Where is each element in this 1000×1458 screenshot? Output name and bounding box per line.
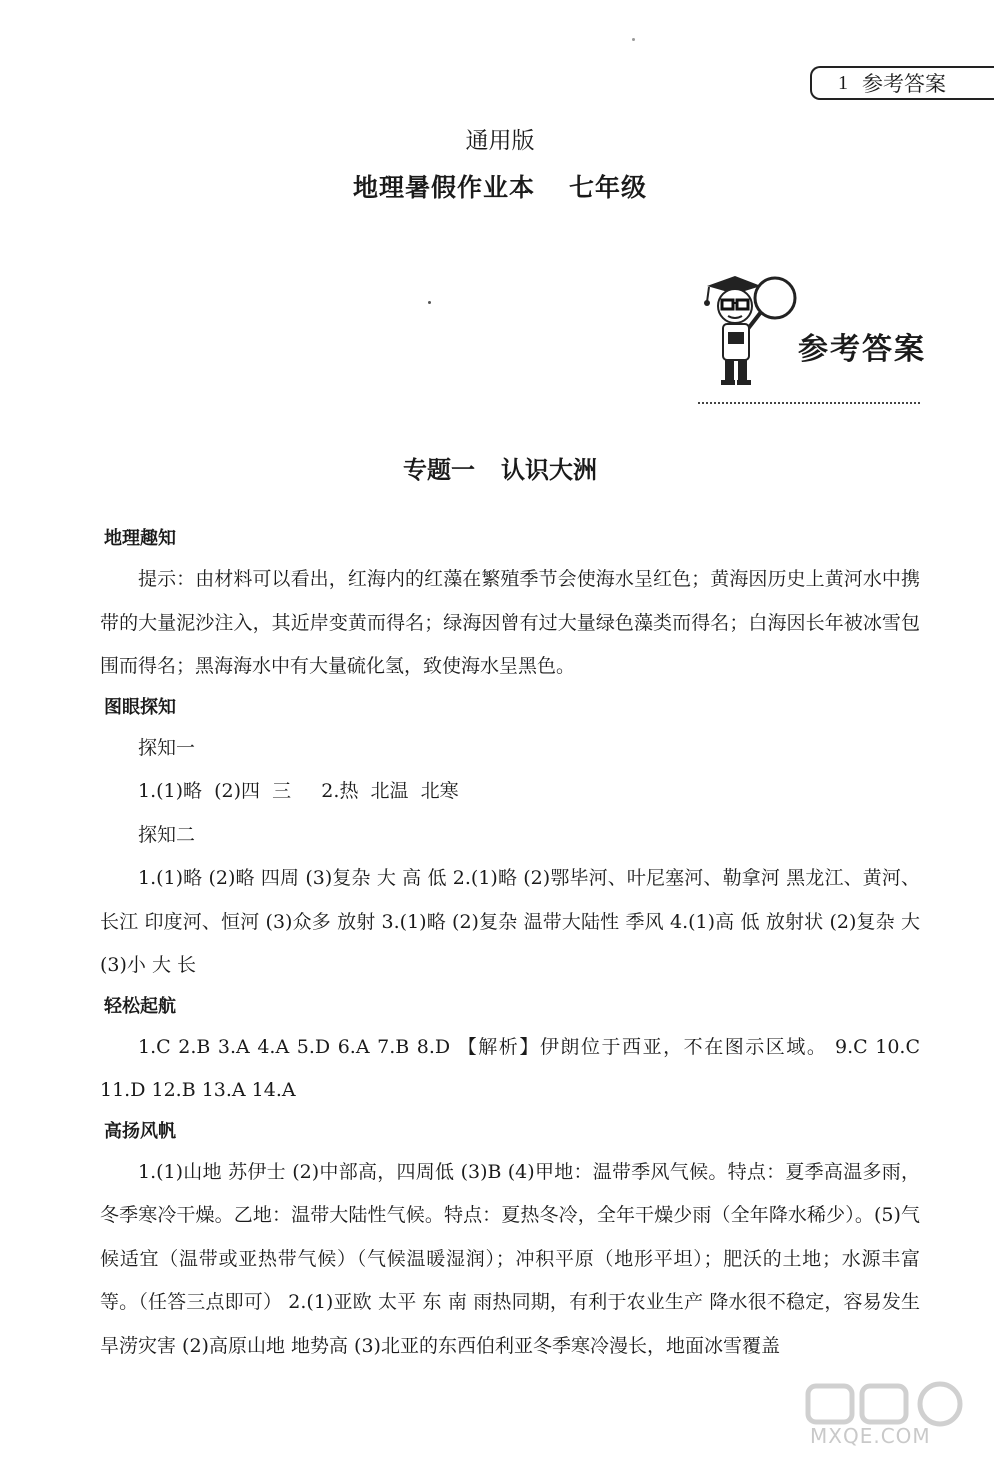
site-watermark [800,1378,990,1453]
section-text: 1.C 2.B 3.A 4.A 5.D 6.A 7.B 8.D 【解析】伊朗位于西亚，不在图示区域。 9.C 10.C 11.D 12.B 13.A 14.A [100,1035,920,1101]
chapter-number: 专题一 [403,456,475,484]
answer-content [100,520,920,1368]
page-header-label: 参考答案 [862,72,946,96]
edition-label: 通用版 [465,128,535,154]
subsection-label: 探知一 [138,736,196,759]
speck [632,38,635,41]
watermark-text: MXQE.COM [810,1424,931,1448]
answers-heading: 参考答案 [798,332,926,367]
section-text: 1.(1)山地 苏伊士 (2)中部高，四周低 (3)B (4)甲地：温带季风气候。特点：夏季高温多雨，冬季寒冷干燥。乙地：温带大陆性气候。特点：夏热冬冷，全年干燥少雨（全年降水稀少）。(5)气候适宜（温带或亚热带气候）（气候温暖湿润）；冲积平原（地形平坦）；肥沃的土地；水源丰富等。（任答三点即可） 2.(1)亚欧 太平 东 南 雨热同期，有利于农业生产 降水很不稳定，容易发生旱涝灾害 (2)高原山地 地势高 (3)北亚的东西伯利亚冬季寒冷漫长，地面冰雪覆盖 [100,1160,920,1357]
page-header-tab [810,66,994,100]
book-title-grade: 七年级 [569,173,648,202]
section-heading: 图眼探知 [104,696,176,718]
subsection-label: 探知二 [138,823,196,846]
section-text: 提示：由材料可以看出，红海内的红藻在繁殖季节会使海水呈红色；黄海因历史上黄河水中携带的大量泥沙注入，其近岸变黄而得名；绿海因曾有过大量绿色藻类而得名；白海因长年被冰雪包围而得名；黑海海水中有大量硫化氢，致使海水呈黑色。 [100,568,920,677]
scholar-mascot-icon [695,270,810,390]
section-heading: 高扬风帆 [104,1120,176,1142]
watermark-logo-icon [800,1378,990,1428]
section-text: 1.(1)略 (2)略 四周 (3)复杂 大 高 低 2.(1)略 (2)鄂毕河、叶尼塞河、勒拿河 黑龙江、黄河、长江 印度河、恒河 (3)众多 放射 3.(1)略 (2)复杂 温带大陆性 季风 4.(1)高 低 放射状 (2)复杂 大 (3)小 大 长 [100,867,920,976]
chapter-name: 认识大洲 [501,456,597,484]
speck [428,301,431,304]
answer-line: 1.(1)略 (2)四 三 2.热 北温 北寒 [138,780,459,802]
section-heading: 地理趣知 [104,528,176,549]
chapter-title [0,450,1000,485]
section-heading: 轻松起航 [104,995,176,1017]
divider [698,402,920,404]
book-title [0,168,1000,204]
page-number: 1 [838,71,848,94]
book-title-main: 地理暑假作业本 [352,173,535,202]
